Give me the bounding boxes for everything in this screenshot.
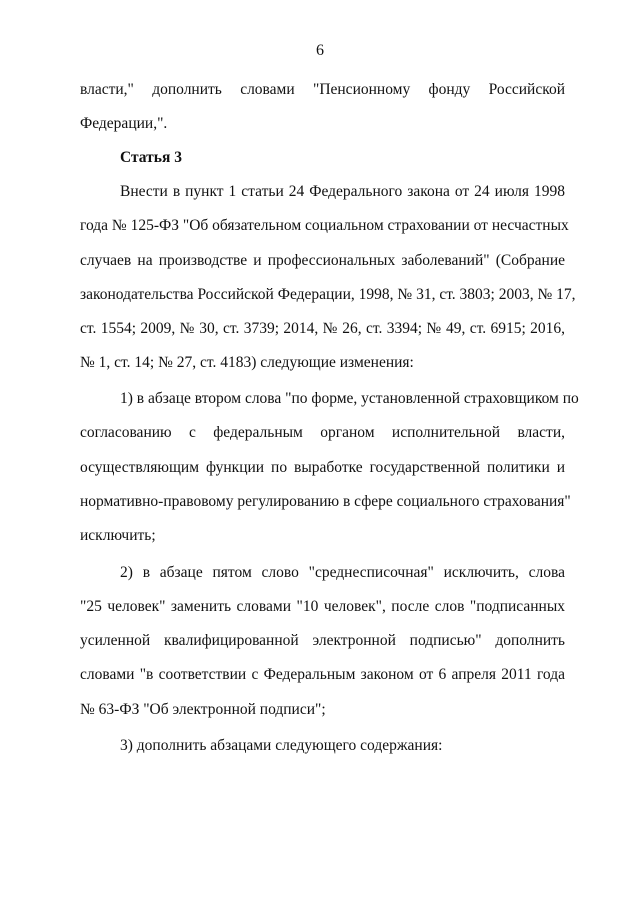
page-number: 6 [316, 42, 324, 59]
text-line: словами "в соответствии с Федеральным законом от 6 апреля 2011 года [80, 666, 565, 683]
text-line: 1) в абзаце втором слова "по форме, установленной страховщиком по [120, 390, 579, 407]
text-line: исключить; [80, 527, 156, 544]
text-line: Внести в пункт 1 статьи 24 Федерального закона от 24 июля 1998 [120, 183, 565, 200]
text-line: усиленной квалифицированной электронной подписью" дополнить [80, 632, 565, 649]
text-line: № 1, ст. 14; № 27, ст. 4183) следующие изменения: [80, 354, 414, 371]
text-line: года № 125-ФЗ "Об обязательном социальном страховании от несчастных [80, 217, 569, 234]
text-line: 3) дополнить абзацами следующего содержания: [120, 737, 443, 754]
text-line: № 63-ФЗ "Об электронной подписи"; [80, 701, 326, 718]
article-heading: Статья 3 [120, 149, 182, 166]
text-line: законодательства Российской Федерации, 1998, № 31, ст. 3803; 2003, № 17, [80, 286, 576, 303]
text-line: 2) в абзаце пятом слово "среднесписочная" исключить, слова [120, 564, 565, 581]
text-line: согласованию с федеральным органом исполнительной власти, [80, 424, 565, 441]
text-line: случаев на производстве и профессиональных заболеваний" (Собрание [80, 252, 565, 269]
text-line: нормативно-правовому регулированию в сфере социального страхования" [80, 493, 571, 510]
text-line: Федерации,". [80, 115, 168, 132]
text-line: осуществляющим функции по выработке государственной политики и [80, 459, 565, 476]
text-line: ст. 1554; 2009, № 30, ст. 3739; 2014, № 26, ст. 3394; № 49, ст. 6915; 2016, [80, 320, 565, 337]
text-line: власти," дополнить словами "Пенсионному фонду Российской [80, 81, 565, 98]
text-line: "25 человек" заменить словами "10 человек", после слов "подписанных [80, 598, 565, 615]
